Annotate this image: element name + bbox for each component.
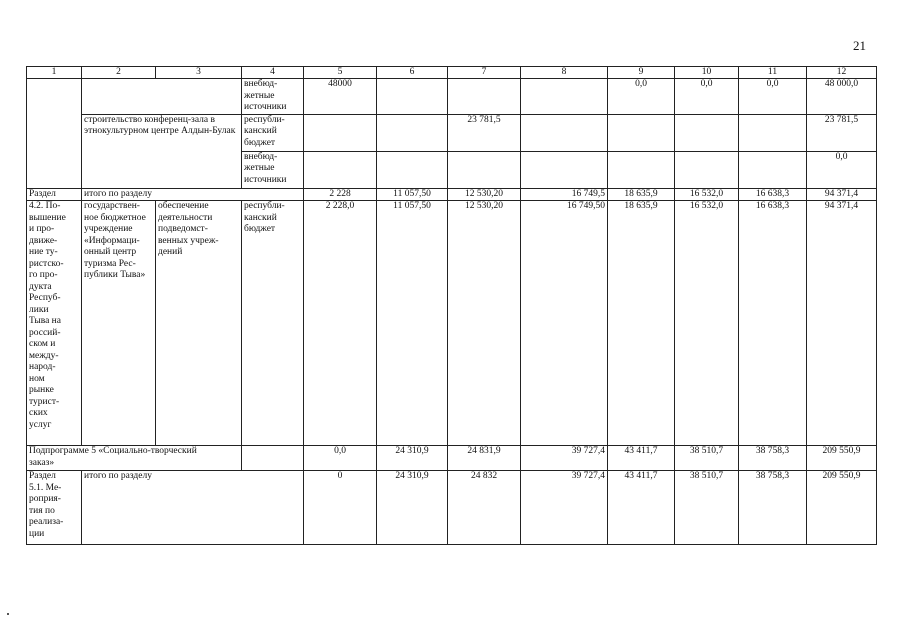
value-cell: 11 057,50 [377, 201, 448, 446]
value-cell [675, 114, 739, 151]
value-cell: 18 635,9 [608, 201, 675, 446]
header-cell: 3 [156, 67, 242, 79]
header-cell: 4 [242, 67, 304, 79]
value-cell [739, 151, 807, 188]
value-cell: 24 310,9 [377, 471, 448, 545]
value-cell [377, 79, 448, 115]
value-cell: 0,0 [807, 151, 877, 188]
value-cell: 23 781,5 [807, 114, 877, 151]
table-row [27, 188, 877, 201]
funding-source: внебюд- жетные источники [242, 151, 304, 188]
value-cell: 16 532,0 [675, 188, 739, 201]
value-cell [521, 114, 608, 151]
value-cell: 24 310,9 [377, 446, 448, 471]
value-cell [377, 151, 448, 188]
header-cell: 2 [82, 67, 156, 79]
value-cell [675, 151, 739, 188]
value-cell [304, 114, 377, 151]
value-cell: 16 638,3 [739, 188, 807, 201]
value-cell: 0 [304, 471, 377, 545]
subprogram-label: Подпрограмме 5 «Социально-творческий заказ» [27, 446, 242, 471]
value-cell: 0,0 [675, 79, 739, 115]
measure-name: строительство конференц-зала в этнокультурном центре Алдын-Булак [82, 114, 242, 188]
funding-source: республи- канский бюджет [242, 114, 304, 151]
value-cell: 12 530,20 [448, 201, 521, 446]
section-cell-empty [27, 79, 82, 189]
section-label: Раздел [27, 188, 82, 201]
value-cell: 16 749,5 [521, 188, 608, 201]
value-cell: 43 411,7 [608, 471, 675, 545]
page-number: 21 [853, 38, 866, 53]
value-cell: 94 371,4 [807, 188, 877, 201]
table-row [27, 201, 877, 446]
value-cell: 209 550,9 [807, 446, 877, 471]
value-cell: 39 727,4 [521, 446, 608, 471]
name-cell-empty [82, 79, 242, 115]
section-total-label: итого по разделу [82, 188, 304, 201]
value-cell [448, 151, 521, 188]
section-title: Раздел 5.1. Ме- роприя- тия по реализа- ции [27, 471, 82, 545]
value-cell: 18 635,9 [608, 188, 675, 201]
empty-cell [242, 446, 304, 471]
value-cell [377, 114, 448, 151]
value-cell: 38 510,7 [675, 471, 739, 545]
funding-source: республи- канский бюджет [242, 201, 304, 446]
header-cell: 10 [675, 67, 739, 79]
value-cell: 38 510,7 [675, 446, 739, 471]
section-total-label: итого по разделу [82, 471, 304, 545]
value-cell: 24 831,9 [448, 446, 521, 471]
institution-cell: государствен- ное бюджетное учреждение «Информаци- онный центр туризма Рес- публики Тыва» [82, 201, 156, 446]
scan-speck [7, 613, 9, 615]
value-cell: 0,0 [304, 446, 377, 471]
value-cell [739, 114, 807, 151]
value-cell: 16 638,3 [739, 201, 807, 446]
value-cell: 0,0 [608, 79, 675, 115]
header-cell: 6 [377, 67, 448, 79]
value-cell: 16 749,50 [521, 201, 608, 446]
table-row [27, 114, 877, 151]
value-cell: 38 758,3 [739, 446, 807, 471]
value-cell: 209 550,9 [807, 471, 877, 545]
funding-source: внебюд- жетные источники [242, 79, 304, 115]
budget-table [26, 66, 877, 545]
value-cell: 2 228 [304, 188, 377, 201]
header-cell: 5 [304, 67, 377, 79]
value-cell [521, 151, 608, 188]
value-cell: 48000 [304, 79, 377, 115]
value-cell: 16 532,0 [675, 201, 739, 446]
value-cell: 94 371,4 [807, 201, 877, 446]
header-cell: 8 [521, 67, 608, 79]
value-cell [521, 79, 608, 115]
value-cell [608, 151, 675, 188]
table-row [27, 471, 877, 545]
value-cell [448, 79, 521, 115]
value-cell: 0,0 [739, 79, 807, 115]
value-cell: 23 781,5 [448, 114, 521, 151]
section-title: 4.2. По- вышение и про- движе- ние ту- ристско- го про- дукта Респуб- лики Тыва на россий- ском и между- народ- ном рынке турист- ских услуг [27, 201, 82, 446]
header-row [27, 67, 877, 79]
value-cell: 2 228,0 [304, 201, 377, 446]
value-cell: 12 530,20 [448, 188, 521, 201]
value-cell: 24 832 [448, 471, 521, 545]
value-cell: 38 758,3 [739, 471, 807, 545]
header-cell: 11 [739, 67, 807, 79]
header-cell: 12 [807, 67, 877, 79]
table-row [27, 446, 877, 471]
header-cell: 7 [448, 67, 521, 79]
value-cell: 11 057,50 [377, 188, 448, 201]
value-cell: 39 727,4 [521, 471, 608, 545]
value-cell [304, 151, 377, 188]
header-cell: 9 [608, 67, 675, 79]
value-cell: 48 000,0 [807, 79, 877, 115]
value-cell [608, 114, 675, 151]
header-cell: 1 [27, 67, 82, 79]
value-cell: 43 411,7 [608, 446, 675, 471]
table-row [27, 79, 877, 115]
activity-cell: обеспечение деятельности подведомст- венных учреж- дений [156, 201, 242, 446]
